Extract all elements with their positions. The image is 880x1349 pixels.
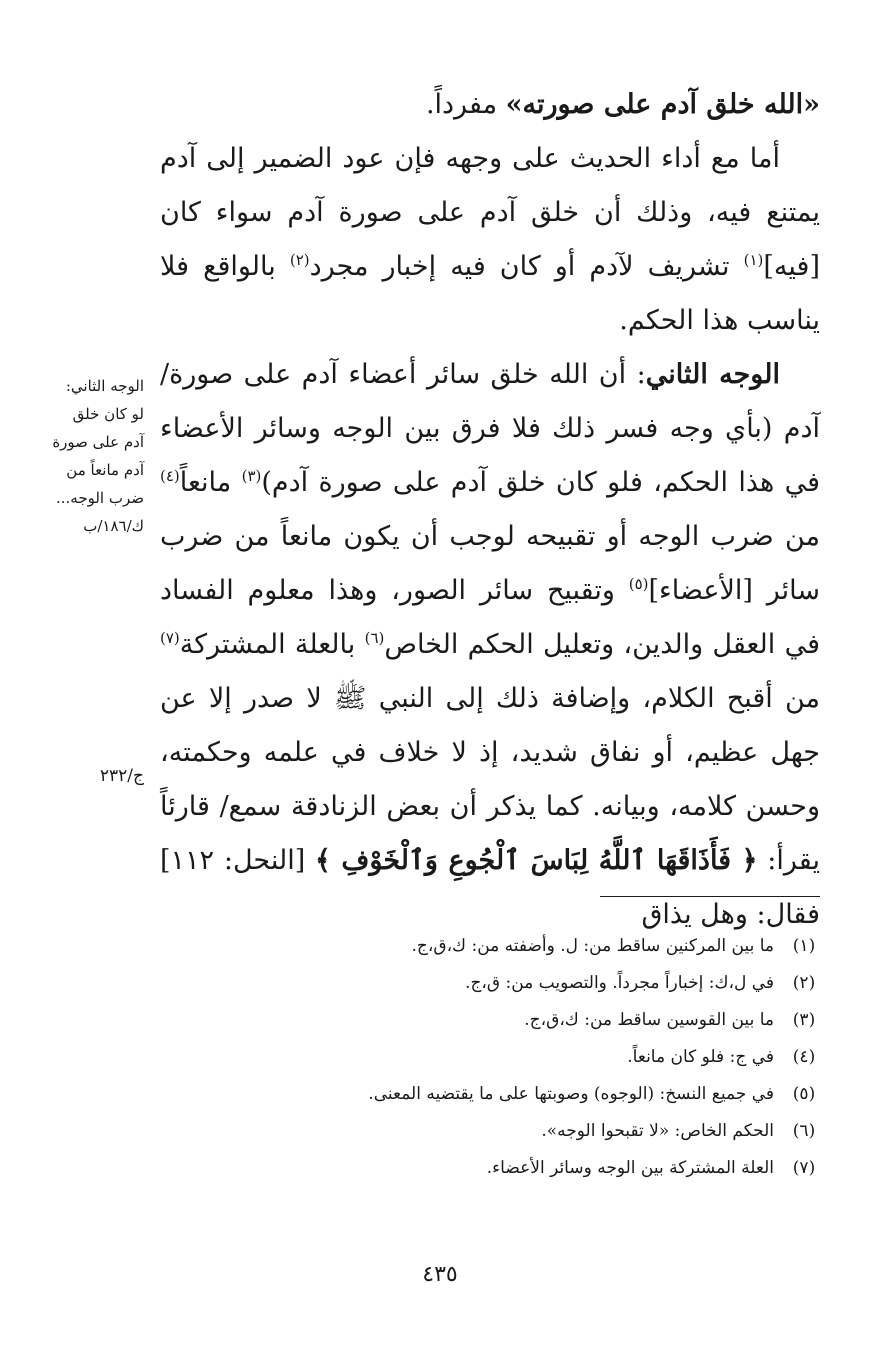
paragraph-3-part-e: بالعلة المشتركة: [179, 629, 365, 660]
footnote-ref-3[interactable]: (٣): [241, 467, 262, 485]
footnote-item: [160, 1076, 820, 1113]
footnote-text: ما بين المركنين ساقط من: ل. وأضفته من: ك،ق،ج.: [411, 936, 774, 956]
paragraph-3-part-f: من أقبح الكلام، وإضافة ذلك إلى النبي ﷺ لا صدر إلا عن جهل عظيم، أو نفاق شديد، إذ لا خلاف في علمه وحكمته، وحسن كلامه، وبيانه. كما يذكر أن بعض الزنادقة سمع/ قارئاً يقرأ:: [160, 683, 820, 876]
footnote-item: [160, 1113, 820, 1150]
paragraph-2: [160, 132, 820, 348]
footnote-item: [160, 1039, 820, 1076]
footnote-text: في ل،ك: إخباراً مجرداً. والتصويب من: ق،ج.: [465, 973, 774, 993]
footnote-number: (١): [792, 936, 816, 956]
margin-note-manuscript-ref: ك/١٨٦/ب: [83, 517, 144, 535]
footnote-ref-5[interactable]: (٥): [628, 575, 649, 593]
footnote-ref-7[interactable]: (٧): [160, 629, 180, 647]
footnote-number: (٣): [792, 1010, 816, 1030]
paragraph-2-part-b: تشريف لآدم أو كان فيه إخبار مجرد: [309, 251, 744, 282]
page-number: ٤٣٥: [422, 1262, 458, 1287]
paragraph-3-part-c: من ضرب الوجه أو تقبيحه لوجب أن يكون مانعاً من ضرب سائر [الأعضاء]: [160, 521, 820, 606]
footnote-number: (٢): [792, 973, 816, 993]
footnote-divider: [600, 896, 820, 897]
hadith-quote: «الله خلق آدم على صورته»: [505, 89, 820, 120]
paragraph-2-part-c: بالواقع فلا يناسب هذا الحكم.: [160, 251, 820, 336]
footnotes-list: [160, 928, 820, 1187]
paragraph-2-part-a: أما مع أداء الحديث على وجهه فإن عود الضمير إلى آدم يمتنع فيه، وذلك أن خلق آدم على صورة آدم سواء كان [فيه]: [160, 143, 820, 282]
main-text: [160, 78, 820, 942]
paragraph-3: [160, 348, 820, 942]
quran-verse: ﴿ فَأَذَاقَهَا ٱللَّهُ لِبَاسَ ٱلْجُوعِ وَٱلْخَوْفِ ﴾: [315, 845, 758, 876]
margin-note-summary-text: الوجه الثاني: لو كان خلق آدم على صورة آدم مانعاً من ضرب الوجه...: [52, 377, 144, 507]
footnote-text: في ج: فلو كان مانعاً.: [627, 1047, 774, 1067]
footnote-item: [160, 928, 820, 965]
footnote-text: العلة المشتركة بين الوجه وسائر الأعضاء.: [486, 1158, 774, 1178]
footnote-ref-4[interactable]: (٤): [160, 467, 180, 485]
paragraph-3-part-a: : أن الله خلق سائر أعضاء آدم على صورة/ آدم (بأي وجه فسر ذلك فلا فرق بين الوجه وسائر الأعضاء في هذا الحكم، فلو كان خلق آدم على صورة آدم): [160, 359, 821, 498]
footnote-number: (٥): [792, 1084, 816, 1104]
footnote-ref-2[interactable]: (٢): [289, 251, 310, 269]
footnote-item: [160, 965, 820, 1002]
paragraph-3-part-g: [النحل: ١١٢] فقال: وهل يذاق: [160, 845, 820, 930]
paragraph-3-part-b: مانعاً: [179, 467, 242, 498]
paragraph-1: [160, 78, 820, 132]
footnote-item: [160, 1150, 820, 1187]
footnote-number: (٧): [792, 1158, 816, 1178]
margin-note-volume-ref: ج/٢٣٢: [99, 766, 144, 786]
footnote-text: ما بين القوسين ساقط من: ك،ق،ج.: [524, 1010, 774, 1030]
footnote-ref-1[interactable]: (١): [743, 251, 764, 269]
footnote-item: [160, 1002, 820, 1039]
footnote-ref-6[interactable]: (٦): [364, 629, 385, 647]
footnote-number: (٤): [792, 1047, 816, 1067]
paragraph-3-part-d: وتقبيح سائر الصور، وهذا معلوم الفساد في العقل والدين، وتعليل الحكم الخاص: [160, 575, 820, 660]
footnote-text: في جميع النسخ: (الوجوه) وصوبتها على ما يقتضيه المعنى.: [368, 1084, 774, 1104]
footnote-text: الحكم الخاص: «لا تقبحوا الوجه».: [541, 1121, 774, 1141]
section-heading: الوجه الثاني: [645, 359, 780, 390]
footnote-number: (٦): [792, 1121, 816, 1141]
paragraph-1-rest: مفرداً.: [425, 89, 506, 120]
margin-note-summary: [52, 372, 144, 540]
